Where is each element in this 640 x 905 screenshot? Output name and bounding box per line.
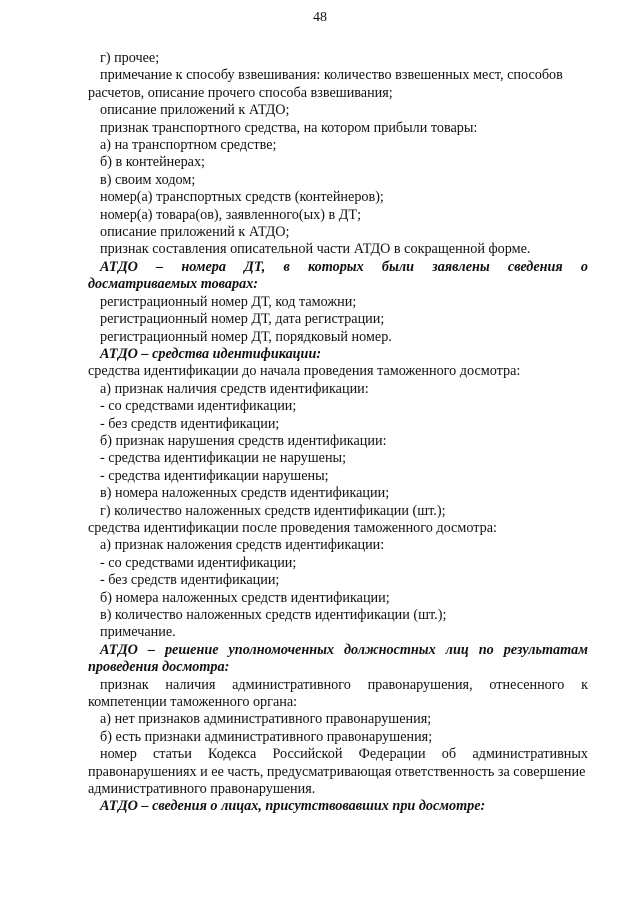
section-heading-persons-present: АТДО – сведения о лицах, присутствовавших при досмотре: bbox=[100, 798, 486, 815]
text-line: а) признак наложения средств идентификации: bbox=[100, 537, 385, 554]
text-line: признак составления описательной части АТДО в сокращенной форме. bbox=[100, 241, 531, 258]
text-line: в) своим ходом; bbox=[100, 171, 196, 188]
section-heading-identification: АТДО – средства идентификации: bbox=[100, 345, 322, 362]
heading-line: проведения досмотра: bbox=[88, 659, 230, 676]
section-heading-decision bbox=[88, 642, 588, 677]
text-line: - со средствами идентификации; bbox=[100, 398, 297, 415]
paragraph-line: компетенции таможенного органа: bbox=[88, 694, 298, 711]
text-line: регистрационный номер ДТ, порядковый номер. bbox=[100, 328, 392, 345]
heading-line: АТДО – номера ДТ, в которых были заявлены сведения о bbox=[100, 258, 588, 275]
section-heading-dt-numbers bbox=[88, 259, 588, 294]
paragraph-line: правонарушениях и ее часть, предусматривающая ответственность за совершение bbox=[88, 763, 586, 780]
text-line: - средства идентификации не нарушены; bbox=[100, 450, 347, 467]
text-line: в) номера наложенных средств идентификации; bbox=[100, 485, 390, 502]
text-line: а) признак наличия средств идентификации: bbox=[100, 380, 369, 397]
text-line: - средства идентификации нарушены; bbox=[100, 467, 329, 484]
heading-line: досматриваемых товарах: bbox=[88, 276, 259, 293]
text-line: б) номера наложенных средств идентификации; bbox=[100, 589, 390, 606]
document-body bbox=[88, 50, 588, 816]
text-line: г) количество наложенных средств идентификации (шт.); bbox=[100, 502, 446, 519]
text-line: регистрационный номер ДТ, код таможни; bbox=[100, 293, 357, 310]
text-line: г) прочее; bbox=[100, 50, 160, 66]
text-line: расчетов, описание прочего способа взвешивания; bbox=[88, 84, 393, 101]
text-line: описание приложений к АТДО; bbox=[100, 224, 290, 241]
text-line: примечание. bbox=[100, 624, 176, 641]
text-line: - со средствами идентификации; bbox=[100, 554, 297, 571]
text-line: а) нет признаков административного правонарушения; bbox=[100, 711, 432, 728]
text-line: б) есть признаки административного правонарушения; bbox=[100, 728, 433, 745]
text-line: - без средств идентификации; bbox=[100, 415, 280, 432]
text-line: примечание к способу взвешивания: количество взвешенных мест, способов bbox=[100, 67, 563, 84]
text-line: регистрационный номер ДТ, дата регистрации; bbox=[100, 311, 385, 328]
text-line: б) в контейнерах; bbox=[100, 154, 205, 171]
text-line: а) на транспортном средстве; bbox=[100, 137, 277, 154]
text-line: в) количество наложенных средств идентификации (шт.); bbox=[100, 607, 447, 623]
paragraph-line: номер статьи Кодекса Российской Федерации об административных bbox=[100, 746, 588, 763]
text-line: описание приложений к АТДО; bbox=[100, 102, 290, 119]
text-line: средства идентификации после проведения таможенного досмотра: bbox=[88, 519, 497, 536]
text-line: номер(а) транспортных средств (контейнеров); bbox=[100, 189, 384, 206]
paragraph-line: признак наличия административного правонарушения, отнесенного к bbox=[100, 676, 588, 693]
text-line: признак транспортного средства, на котором прибыли товары: bbox=[100, 119, 478, 136]
text-line: средства идентификации до начала проведения таможенного досмотра: bbox=[88, 363, 521, 380]
text-line: б) признак нарушения средств идентификации: bbox=[100, 432, 387, 449]
page-number: 48 bbox=[313, 10, 327, 25]
paragraph-line: административного правонарушения. bbox=[88, 781, 316, 798]
heading-line: АТДО – решение уполномоченных должностных лиц по результатам bbox=[100, 641, 588, 658]
text-line: - без средств идентификации; bbox=[100, 572, 280, 589]
paragraph-code-article bbox=[88, 746, 588, 798]
paragraph-violation-sign bbox=[88, 677, 588, 712]
text-line: номер(а) товара(ов), заявленного(ых) в ДТ; bbox=[100, 206, 362, 223]
